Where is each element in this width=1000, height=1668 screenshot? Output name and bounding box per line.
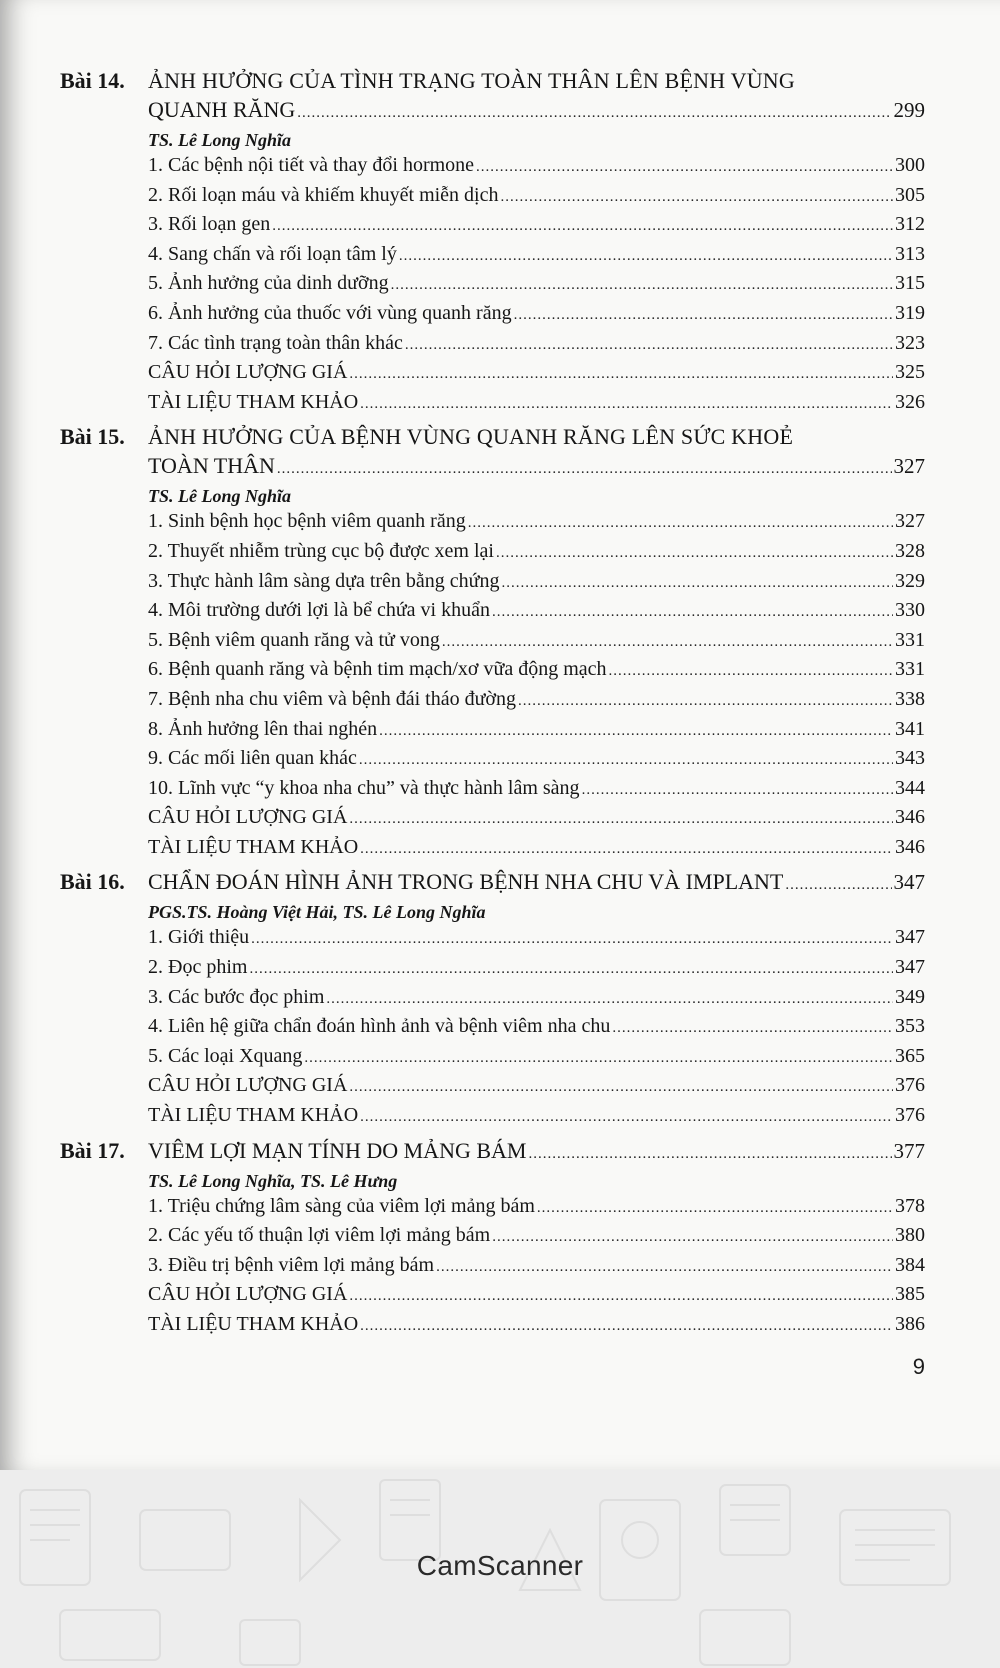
toc-entry-page: 344 <box>895 776 925 799</box>
leader-dots <box>436 1254 893 1282</box>
toc-entry-text: TÀI LIỆU THAM KHẢO <box>148 390 359 413</box>
lesson-author: TS. Lê Long Nghĩa, TS. Lê Hưng <box>148 1170 398 1191</box>
toc-entry-text: 1. Sinh bệnh học bệnh viêm quanh răng <box>148 510 466 533</box>
toc-entry <box>148 745 925 775</box>
toc-entry <box>148 568 925 598</box>
toc-entry-text: 4. Môi trường dưới lợi là bể chứa vi khuẩn <box>148 599 490 622</box>
toc-entry-text: CÂU HỎI LƯỢNG GIÁ <box>148 1074 348 1097</box>
lesson-heading <box>60 867 925 900</box>
toc-entry-page: 331 <box>895 628 925 651</box>
leader-dots <box>492 599 893 627</box>
toc-entry-page: 300 <box>895 154 925 176</box>
lesson-title-line: ẢNH HƯỞNG CỦA BỆNH VÙNG QUANH RĂNG LÊN SỨC KHOẺ <box>148 424 794 450</box>
lesson-entries <box>148 508 925 863</box>
toc-entry-text: 9. Các mối liên quan khác <box>148 747 357 770</box>
leader-dots <box>537 1195 893 1223</box>
lesson-author: PGS.TS. Hoàng Việt Hải, TS. Lê Long Nghĩa <box>148 902 486 923</box>
toc-entry-text: 3. Thực hành lâm sàng dựa trên bằng chứng <box>148 569 500 592</box>
toc-entry <box>148 538 925 568</box>
toc-entry <box>148 775 925 805</box>
toc-entry <box>148 1193 925 1223</box>
toc-entry <box>148 834 925 864</box>
leader-dots <box>442 629 893 657</box>
lesson-title-text: TOÀN THÂN <box>148 453 275 479</box>
toc-entry-text: 1. Các bệnh nội tiết và thay đổi hormone <box>148 154 475 176</box>
leader-dots <box>518 688 893 716</box>
lesson-title-line <box>148 867 925 900</box>
toc-entry <box>148 359 925 389</box>
toc-entry-page: 312 <box>895 213 925 236</box>
toc-entry-page: 380 <box>895 1224 925 1247</box>
lesson-heading <box>60 422 925 484</box>
toc-entry <box>148 924 925 954</box>
toc-entry-page: 338 <box>895 687 925 710</box>
toc-entry-page: 331 <box>895 658 925 681</box>
leader-dots <box>251 926 893 954</box>
toc-entry-text: 3. Điều trị bệnh viêm lợi mảng bám <box>148 1253 435 1276</box>
toc-entry-page: 347 <box>895 956 925 979</box>
lesson-entries <box>148 152 925 418</box>
lesson-page: 347 <box>893 870 925 895</box>
lesson-title-block <box>148 66 925 128</box>
toc-entry-text: 6. Ảnh hưởng của thuốc với vùng quanh răng <box>148 301 512 324</box>
toc-entry-text: 2. Đọc phim <box>148 956 248 979</box>
lesson-title-line <box>148 451 925 484</box>
leader-dots <box>272 213 893 241</box>
leader-dots <box>399 243 893 271</box>
toc-entry-page: 346 <box>895 835 925 858</box>
toc-entry-text: 10. Lĩnh vực “y khoa nha chu” và thực hành lâm sàng <box>148 776 580 799</box>
toc-entry-text: 1. Triệu chứng lâm sàng của viêm lợi mảng bám <box>148 1194 535 1217</box>
toc-entry-page: 365 <box>895 1044 925 1067</box>
toc-entry <box>148 1102 925 1132</box>
page-number: 9 <box>912 1354 925 1379</box>
toc-entry-text: 4. Sang chấn và rối loạn tâm lý <box>148 242 397 265</box>
leader-dots <box>496 540 893 568</box>
toc-entry <box>148 1252 925 1282</box>
toc-entry-page: 327 <box>895 510 925 533</box>
toc-entry-text: TÀI LIỆU THAM KHẢO <box>148 835 359 858</box>
toc-entry-page: 325 <box>895 361 925 384</box>
leader-dots <box>349 806 893 834</box>
lesson-page: 377 <box>893 1138 925 1163</box>
toc-entry <box>148 656 925 686</box>
lesson-title-text: CHẨN ĐOÁN HÌNH ẢNH TRONG BỆNH NHA CHU VÀ IMPLANT <box>148 869 784 895</box>
leader-dots <box>492 1224 893 1252</box>
toc-entry <box>148 1013 925 1043</box>
toc-entry <box>148 686 925 716</box>
lesson-title-block <box>148 867 925 900</box>
lesson-number: Bài 17. <box>60 1137 125 1163</box>
leader-dots <box>582 777 893 805</box>
toc-entry-page: 341 <box>895 717 925 740</box>
camscanner-footer <box>0 1470 1000 1668</box>
toc-entry <box>148 300 925 330</box>
toc-entry-text: 7. Bệnh nha chu viêm và bệnh đái tháo đường <box>148 687 516 710</box>
leader-dots <box>360 391 893 419</box>
leader-dots <box>349 1283 893 1311</box>
toc-entry-page: 384 <box>895 1253 925 1276</box>
leader-dots <box>277 455 892 484</box>
toc-entry-page: 319 <box>895 301 925 324</box>
toc-entry-text: CÂU HỎI LƯỢNG GIÁ <box>148 361 348 384</box>
lesson-page: 327 <box>893 454 925 479</box>
toc-entry <box>148 1281 925 1311</box>
toc-entry <box>148 1043 925 1073</box>
lesson-entries <box>148 924 925 1131</box>
leader-dots <box>391 272 893 300</box>
leader-dots <box>349 361 893 389</box>
toc-entry <box>148 627 925 657</box>
toc-entry <box>148 716 925 746</box>
leader-dots <box>609 658 893 686</box>
lesson-title-text: VIÊM LỢI MẠN TÍNH DO MẢNG BÁM <box>148 1137 527 1163</box>
toc-entry <box>148 1311 925 1341</box>
lesson-block <box>60 1136 925 1341</box>
leader-dots <box>502 570 893 598</box>
leader-dots <box>379 718 893 746</box>
toc-entry-text: 3. Các bước đọc phim <box>148 985 325 1008</box>
toc-entry-text: 7. Các tình trạng toàn thân khác <box>148 331 403 354</box>
toc-entry-page: 315 <box>895 272 925 295</box>
toc-entry-text: 2. Các yếu tố thuận lợi viêm lợi mảng bám <box>148 1224 491 1247</box>
lesson-block <box>60 66 925 418</box>
toc-entry-text: CÂU HỎI LƯỢNG GIÁ <box>148 1283 348 1306</box>
camscanner-brand: CamScanner <box>416 1550 584 1581</box>
lesson-heading <box>60 66 925 128</box>
toc-entry <box>148 152 925 182</box>
leader-dots <box>501 184 894 212</box>
toc-entry-text: TÀI LIỆU THAM KHẢO <box>148 1104 359 1127</box>
toc-entry-page: 349 <box>895 985 925 1008</box>
leader-dots <box>326 986 893 1014</box>
toc-entry <box>148 1072 925 1102</box>
toc-entry <box>148 241 925 271</box>
toc-entry-page: 330 <box>895 599 925 622</box>
toc-entry-text: 2. Thuyết nhiễm trùng cục bộ được xem lại <box>148 539 494 562</box>
toc-entry <box>148 954 925 984</box>
leader-dots <box>468 510 893 538</box>
leader-dots <box>612 1015 893 1043</box>
toc-entry-page: 376 <box>895 1074 925 1097</box>
leader-dots <box>304 1045 893 1073</box>
lesson-author: TS. Lê Long Nghĩa <box>148 486 292 507</box>
toc-entry <box>148 182 925 212</box>
toc-entry-page: 347 <box>895 926 925 949</box>
leader-dots <box>360 1313 893 1341</box>
toc-entry-text: CÂU HỎI LƯỢNG GIÁ <box>148 806 348 829</box>
toc-entry-text: TÀI LIỆU THAM KHẢO <box>148 1313 359 1335</box>
toc-entry <box>148 270 925 300</box>
toc-entry-page: 378 <box>895 1194 925 1217</box>
leader-dots <box>360 836 893 864</box>
toc-entry-page: 385 <box>895 1283 925 1306</box>
toc-entry-page: 376 <box>895 1104 925 1127</box>
toc-entry <box>148 804 925 834</box>
toc-entry <box>148 508 925 538</box>
toc-entry-page: 343 <box>895 747 925 770</box>
leader-dots <box>249 956 893 984</box>
lesson-entries <box>148 1193 925 1341</box>
leader-dots <box>528 1140 891 1169</box>
toc-entry-page: 353 <box>895 1015 925 1038</box>
table-of-contents <box>60 66 925 1345</box>
lesson-title-text: QUANH RĂNG <box>148 97 296 122</box>
lesson-heading <box>60 1136 925 1169</box>
toc-entry-page: 305 <box>895 183 925 206</box>
lesson-author: TS. Lê Long Nghĩa <box>148 130 292 150</box>
lesson-title-line <box>148 95 925 128</box>
toc-entry <box>148 984 925 1014</box>
lesson-page: 299 <box>893 98 925 122</box>
lesson-number: Bài 15. <box>60 424 125 450</box>
leader-dots <box>405 332 893 360</box>
toc-entry-page: 323 <box>895 331 925 354</box>
lesson-number: Bài 16. <box>60 869 125 895</box>
toc-entry-page: 326 <box>895 390 925 413</box>
lesson-block <box>60 422 925 863</box>
lesson-title-line <box>148 1136 925 1169</box>
leader-dots <box>514 302 893 330</box>
toc-entry-text: 6. Bệnh quanh răng và bệnh tim mạch/xơ vữa động mạch <box>148 658 607 681</box>
toc-entry <box>148 330 925 360</box>
leader-dots <box>359 747 893 775</box>
toc-entry-text: 2. Rối loạn máu và khiếm khuyết miễn dịch <box>148 183 499 206</box>
lesson-number: Bài 14. <box>60 68 125 93</box>
toc-entry-text: 3. Rối loạn gen <box>148 213 271 236</box>
toc-entry <box>148 389 925 419</box>
toc-entry-text: 5. Các loại Xquang <box>148 1044 303 1067</box>
toc-entry-text: 4. Liên hệ giữa chẩn đoán hình ảnh và bệnh viêm nha chu <box>148 1015 611 1038</box>
leader-dots <box>360 1104 893 1132</box>
leader-dots <box>349 1074 893 1102</box>
toc-entry <box>148 597 925 627</box>
lesson-title-block <box>148 422 925 484</box>
leader-dots <box>476 154 893 182</box>
toc-entry-page: 313 <box>895 242 925 265</box>
lesson-title-line: ẢNH HƯỞNG CỦA TÌNH TRẠNG TOÀN THÂN LÊN BỆNH VÙNG <box>148 68 795 93</box>
toc-entry-page: 328 <box>895 539 925 562</box>
toc-entry-text: 8. Ảnh hưởng lên thai nghén <box>148 717 378 740</box>
lesson-title-block <box>148 1136 925 1169</box>
toc-entry-page: 346 <box>895 806 925 829</box>
toc-entry <box>148 1222 925 1252</box>
toc-entry-page: 386 <box>895 1313 925 1335</box>
leader-dots <box>297 99 891 128</box>
toc-entry <box>148 211 925 241</box>
toc-entry-text: 5. Ảnh hưởng của dinh dưỡng <box>148 272 389 295</box>
toc-entry-page: 329 <box>895 569 925 592</box>
toc-entry-text: 5. Bệnh viêm quanh răng và tử vong <box>148 628 440 651</box>
lesson-block <box>60 867 925 1131</box>
toc-entry-text: 1. Giới thiệu <box>148 926 250 949</box>
leader-dots <box>785 871 891 900</box>
